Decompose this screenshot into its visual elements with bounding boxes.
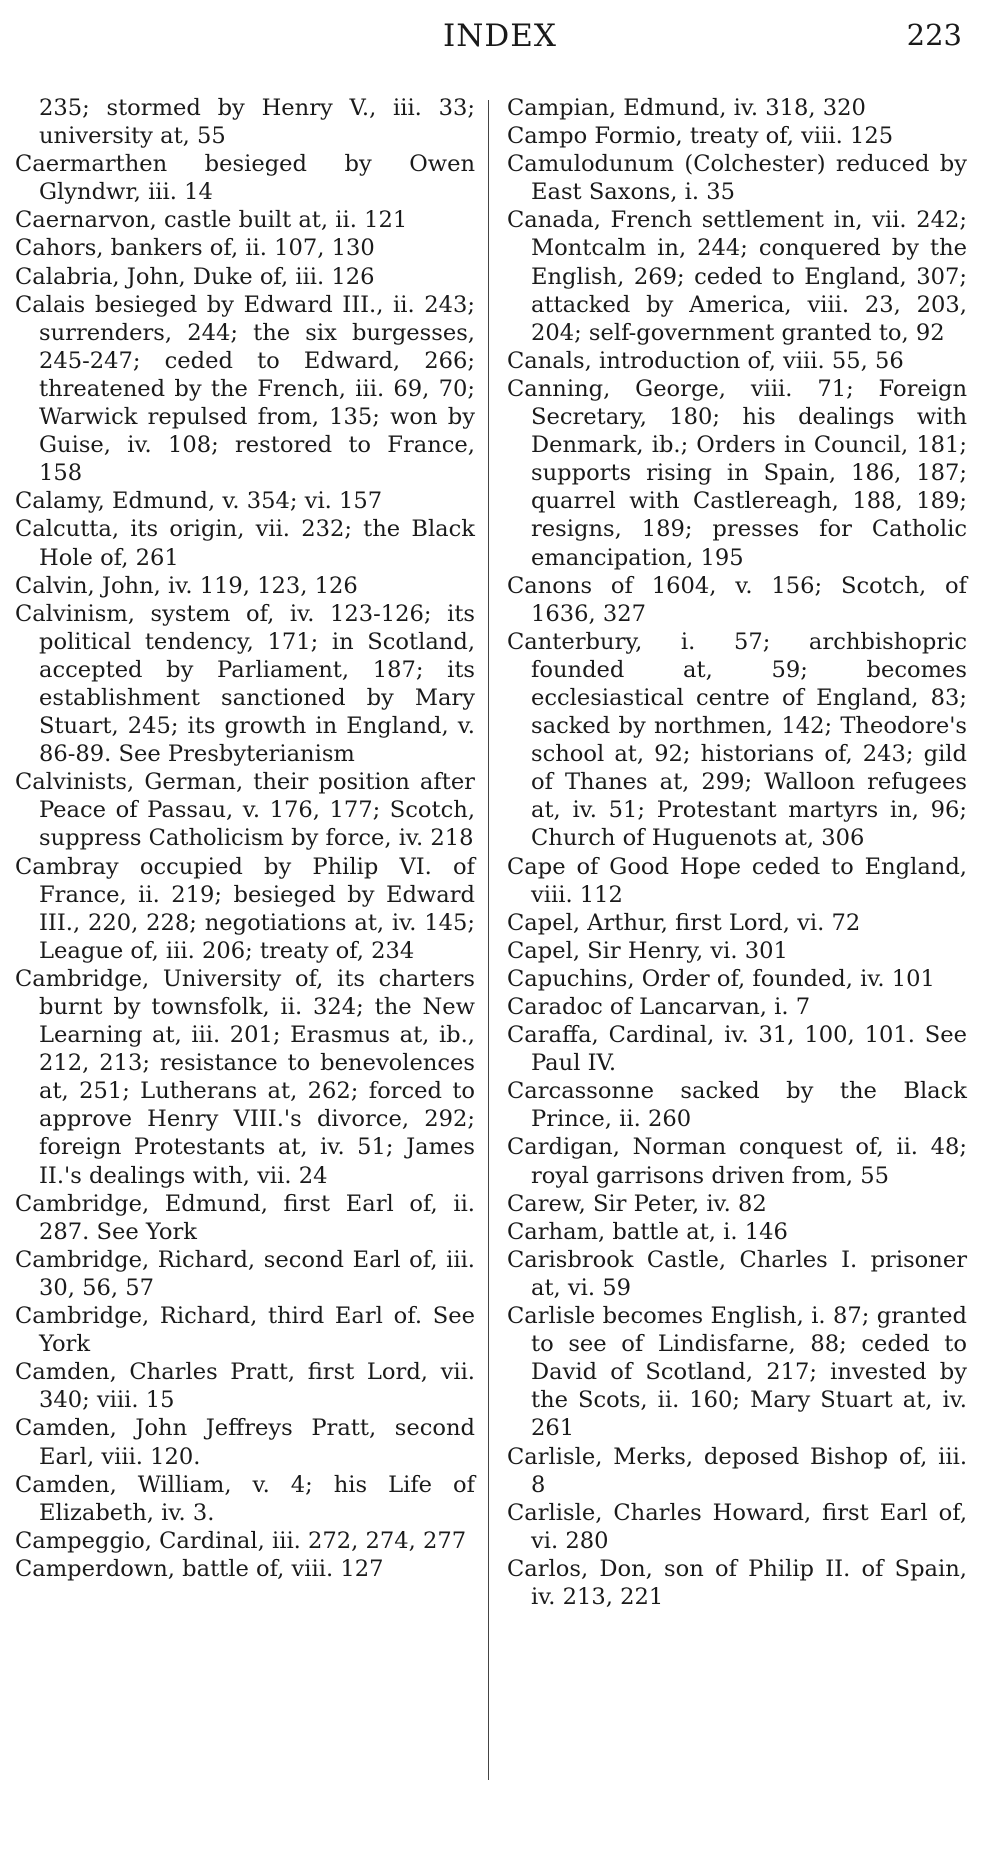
index-entry: Campo Formio, treaty of, viii. 125	[507, 123, 894, 150]
index-column-right	[507, 94, 967, 1611]
index-entry: Capuchins, Order of, founded, iv. 101	[507, 965, 935, 992]
page-title: INDEX	[443, 18, 557, 54]
column-divider	[488, 100, 489, 1780]
index-entry: Caernarvon, castle built at, ii. 121	[15, 207, 408, 234]
index-entry: Cambridge, Richard, third Earl of. See York	[15, 1303, 475, 1358]
index-entry: Canons of 1604, v. 156; Scotch, of 1636, 327	[507, 572, 967, 627]
index-entry: Camperdown, battle of, viii. 127	[15, 1555, 384, 1582]
index-entry: Camden, John Jeffreys Pratt, second Earl, viii. 120.	[15, 1415, 475, 1470]
index-entry: Carlos, Don, son of Philip II. of Spain, iv. 213, 221	[507, 1555, 967, 1610]
index-entry: Calvin, John, iv. 119, 123, 126	[15, 572, 358, 599]
index-entry: Camulodunum (Colchester) reduced by East Saxons, i. 35	[507, 151, 967, 206]
index-entry: Carlisle, Merks, deposed Bishop of, iii. 8	[507, 1443, 967, 1498]
index-entry: Capel, Sir Henry, vi. 301	[507, 937, 788, 964]
index-entry: Calamy, Edmund, v. 354; vi. 157	[15, 488, 383, 515]
page-header	[0, 18, 1000, 62]
index-entry: Cambridge, Richard, second Earl of, iii. 30, 56, 57	[15, 1246, 475, 1301]
index-entry: Canada, French settlement in, vii. 242; Montcalm in, 244; conquered by the English, 269; ceded to England, 307; attacked by America, viii. 23, 203, 204; self-government granted to, 92	[507, 207, 967, 346]
index-entry: Caradoc of Lancarvan, i. 7	[507, 994, 811, 1020]
index-entry: Capel, Arthur, first Lord, vi. 72	[507, 909, 861, 936]
index-entry: Carlisle becomes English, i. 87; granted to see of Lindisfarne, 88; ceded to David of Scotland, 217; invested by the Scots, ii. 160; Mary Stuart at, iv. 261	[507, 1303, 967, 1442]
index-entry: Calais besieged by Edward III., ii. 243; surrenders, 244; the six burgesses, 245-247; ceded to Edward, 266; threatened by the French, iii. 69, 70; Warwick repulsed from, 135; won by Guise, iv. 108; restored to France, 158	[15, 291, 475, 487]
index-entry: Campian, Edmund, iv. 318, 320	[507, 95, 866, 121]
index-entry: Cambray occupied by Philip VI. of France, ii. 219; besieged by Edward III., 220, 228; negotiations at, iv. 145; League of, iii. 206; treaty of, 234	[15, 853, 475, 964]
index-entry: Carew, Sir Peter, iv. 82	[507, 1190, 767, 1217]
index-entry: Cambridge, University of, its charters burnt by townsfolk, ii. 324; the New Learning at, iii. 201; Erasmus at, ib., 212, 213; resistance to benevolences at, 251; Lutherans at, 262; forced to approve Henry VIII.'s divorce, 292; foreign Protestants at, iv. 51; James II.'s dealings with, vii. 24	[15, 965, 475, 1189]
index-entry: 235; stormed by Henry V., iii. 33; university at, 55	[39, 95, 475, 150]
index-entry: Carham, battle at, i. 146	[507, 1218, 788, 1245]
index-entry: Caraffa, Cardinal, iv. 31, 100, 101. See Paul IV.	[507, 1022, 967, 1077]
index-entry: Calvinists, German, their position after Peace of Passau, v. 176, 177; Scotch, suppress Catholicism by force, iv. 218	[15, 769, 475, 852]
page-number: 223	[906, 18, 962, 52]
index-entry: Caermarthen besieged by Owen Glyndwr, iii. 14	[15, 151, 475, 206]
index-entry: Cahors, bankers of, ii. 107, 130	[15, 235, 375, 262]
index-entry: Canterbury, i. 57; archbishopric founded at, 59; becomes ecclesiastical centre of England, 83; sacked by northmen, 142; Theodore's school at, 92; historians of, 243; gild of Thanes at, 299; Walloon refugees at, iv. 51; Protestant martyrs in, 96; Church of Huguenots at, 306	[507, 628, 967, 852]
index-entry: Carcassonne sacked by the Black Prince, ii. 260	[507, 1078, 967, 1133]
index-entry: Cape of Good Hope ceded to England, viii. 112	[507, 853, 967, 908]
index-entry: Cardigan, Norman conquest of, ii. 48; royal garrisons driven from, 55	[507, 1134, 967, 1189]
index-column-left	[15, 94, 475, 1583]
index-entry: Calabria, John, Duke of, iii. 126	[15, 263, 375, 290]
index-entry: Campeggio, Cardinal, iii. 272, 274, 277	[15, 1527, 467, 1554]
index-entry: Canning, George, viii. 71; Foreign Secretary, 180; his dealings with Denmark, ib.; Orders in Council, 181; supports rising in Spain, 186, 187; quarrel with Castlereagh, 188, 189; resigns, 189; presses for Catholic emancipation, 195	[507, 375, 967, 571]
index-entry: Carisbrook Castle, Charles I. prisoner at, vi. 59	[507, 1246, 967, 1301]
index-entry: Calvinism, system of, iv. 123-126; its political tendency, 171; in Scotland, accepted by Parliament, 187; its establishment sanctioned by Mary Stuart, 245; its growth in England, v. 86-89. See Presbyterianism	[15, 600, 475, 768]
index-entry: Calcutta, its origin, vii. 232; the Black Hole of, 261	[15, 516, 475, 571]
index-entry: Cambridge, Edmund, first Earl of, ii. 287. See York	[15, 1190, 475, 1245]
index-entry: Camden, Charles Pratt, first Lord, vii. 340; viii. 15	[15, 1359, 475, 1414]
index-entry: Carlisle, Charles Howard, first Earl of, vi. 280	[507, 1499, 967, 1554]
index-entry: Camden, William, v. 4; his Life of Elizabeth, iv. 3.	[15, 1471, 475, 1526]
index-entry: Canals, introduction of, viii. 55, 56	[507, 347, 904, 374]
